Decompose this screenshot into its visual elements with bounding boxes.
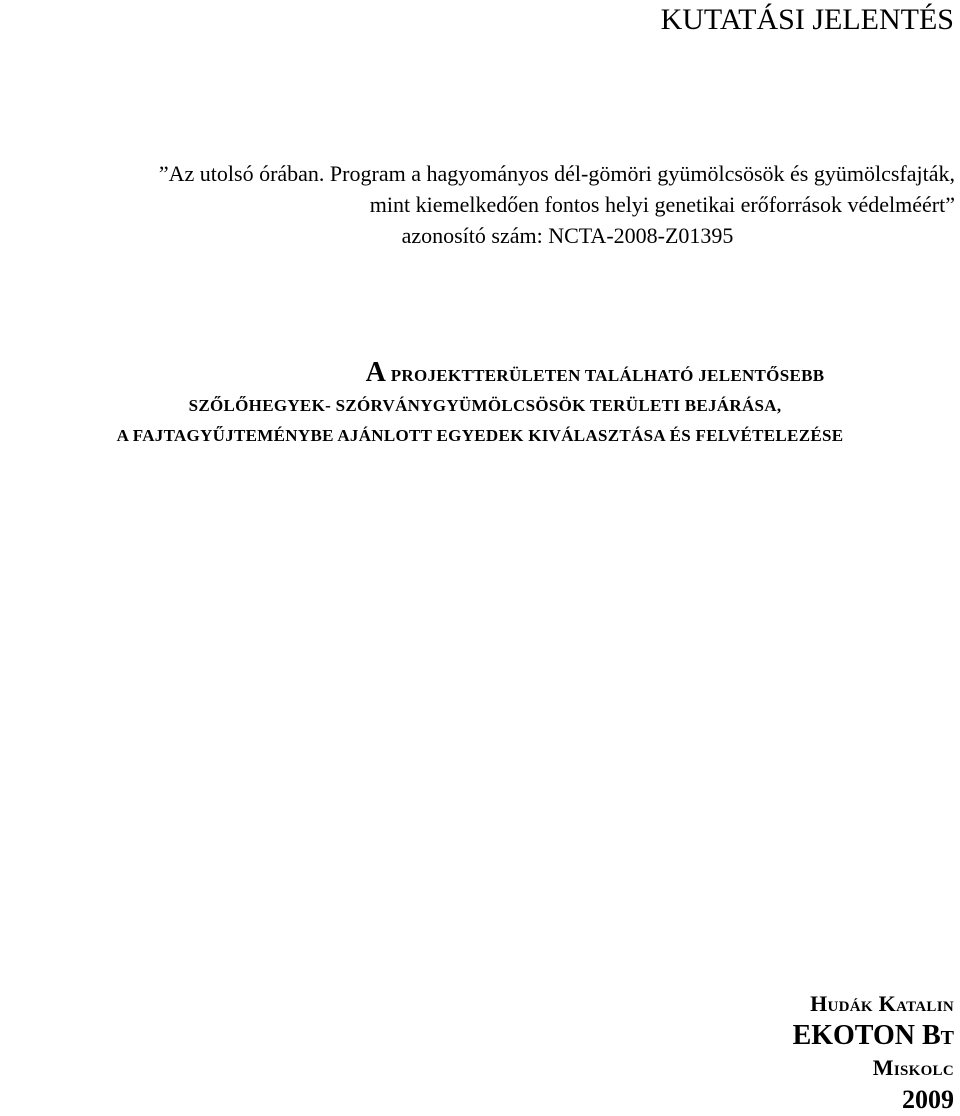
company-name [793, 1020, 954, 1052]
subject-line-2: SZŐLŐHEGYEK- SZÓRVÁNYGYÜMÖLCSÖSÖK TERÜLETI BEJÁRÁSA, [188, 396, 782, 415]
subject-line-3: A FAJTAGYŰJTEMÉNYBE AJÁNLOTT EGYEDEK KIVÁLASZTÁSA ÉS FELVÉTELEZÉSE [116, 426, 844, 445]
company-name-text: EKOTON Bt [792, 1020, 954, 1051]
company-suffix-small: t [940, 1020, 954, 1051]
author-block [793, 988, 954, 1116]
report-subject [0, 358, 960, 451]
program-id: azonosító szám: NCTA-2008-Z01395 [401, 223, 734, 248]
report-title: KUTATÁSI JELENTÉS [660, 3, 954, 36]
program-title-line-1: ”Az utolsó órában. Program a hagyományos dél-gömöri gyümölcsösök és gyümölcsfajták, [158, 161, 955, 186]
report-year: 2009 [902, 1085, 954, 1114]
subject-line-1 [0, 358, 960, 391]
subject-initial: A [365, 357, 387, 388]
city-name: Miskolc [872, 1055, 954, 1080]
subject-line-1-text: PROJEKTTERÜLETEN TALÁLHATÓ JELENTŐSEBB [390, 366, 825, 385]
program-title-line-2: mint kiemelkedően fontos helyi genetikai erőforrások védelméért” [369, 192, 955, 217]
program-title-block [0, 158, 955, 251]
author-name: Hudák Katalin [810, 991, 954, 1016]
